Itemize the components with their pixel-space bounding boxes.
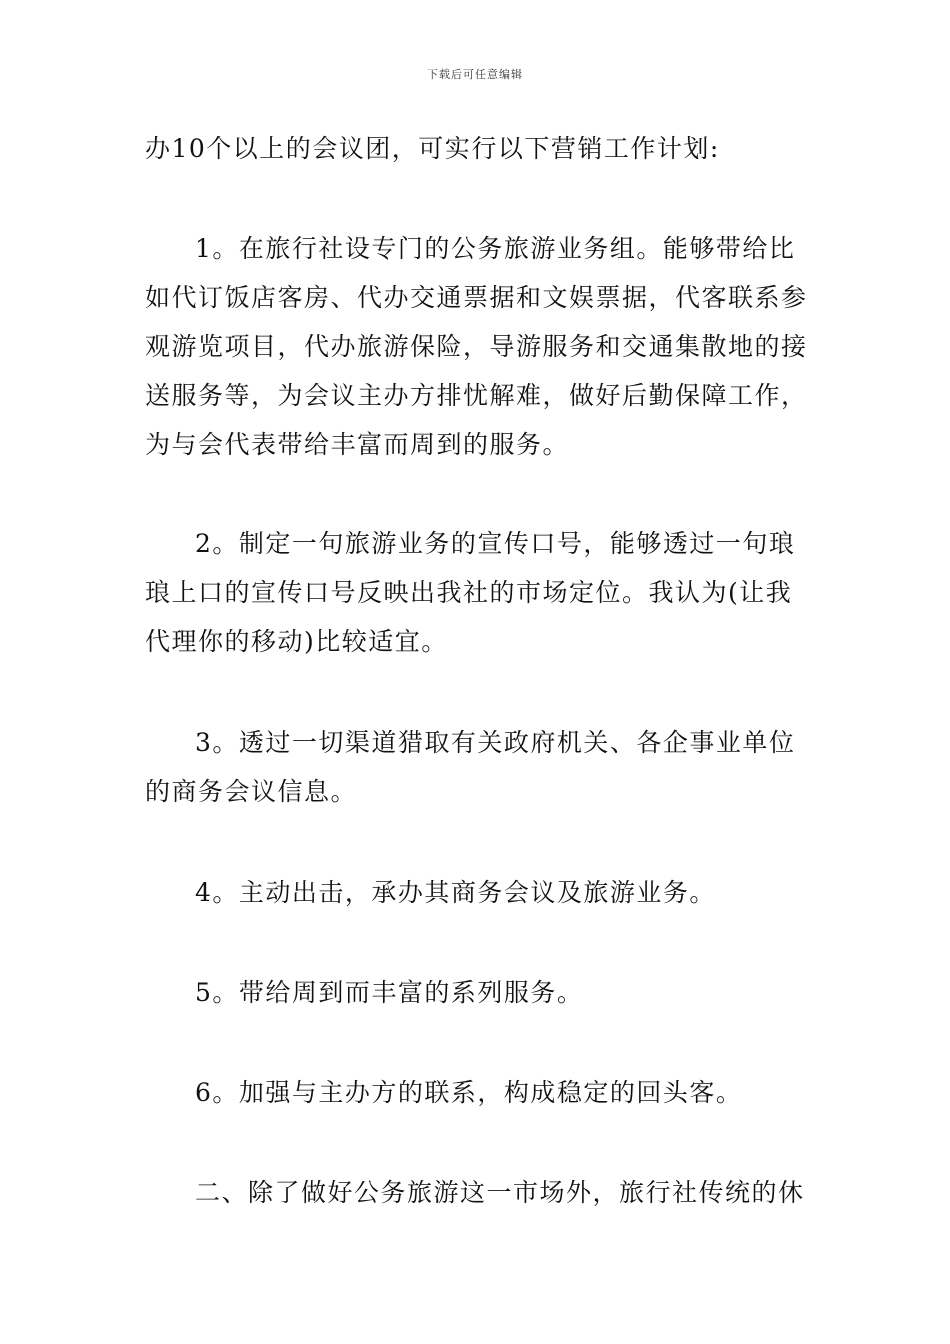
page-header: 下载后可任意编辑	[427, 68, 523, 81]
paragraph-item-1: 1。在旅行社设专门的公务旅游业务组。能够带给比如代订饭店客房、代办交通票据和文娱票据，代客联系参观游览项目，代办旅游保险，导游服务和交通集散地的接送服务等，为会议主办方排忧解难，做好后勤保障工作，为与会代表带给丰富而周到的服务。	[145, 234, 808, 459]
paragraph-intro: 办10个以上的会议团，可实行以下营销工作计划:	[145, 134, 720, 163]
paragraph-section-2: 二、除了做好公务旅游这一市场外，旅行社传统的休	[195, 1178, 805, 1207]
paragraph-item-5: 5。带给周到而丰富的系列服务。	[195, 978, 584, 1007]
paragraph-item-2: 2。制定一句旅游业务的宣传口号，能够透过一句琅琅上口的宣传口号反映出我社的市场定位。我认为(让我代理你的移动)比较适宜。	[145, 529, 796, 656]
paragraph-item-6: 6。加强与主办方的联系，构成稳定的回头客。	[195, 1078, 743, 1107]
paragraph-item-4: 4。主动出击，承办其商务会议及旅游业务。	[195, 878, 716, 907]
paragraph-item-3: 3。透过一切渠道猎取有关政府机关、各企事业单位的商务会议信息。	[145, 728, 796, 806]
